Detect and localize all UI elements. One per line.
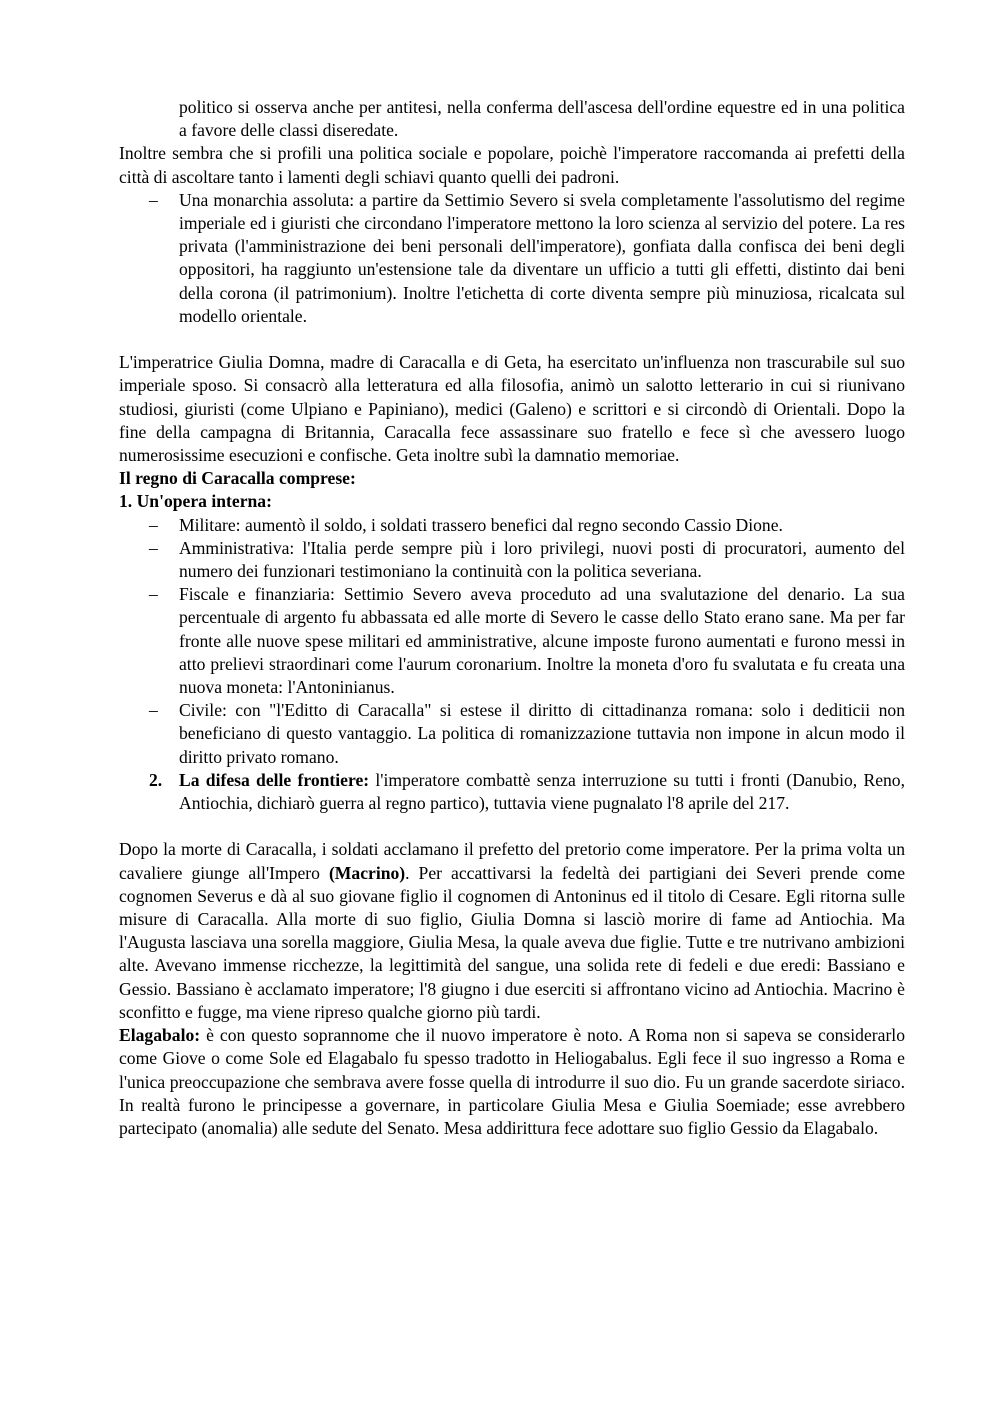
internal-item-fiscal (119, 583, 905, 699)
list-number: 2. (149, 769, 163, 790)
internal-item-text: Civile: con "l'Editto di Caracalla" si estese il diritto di cittadinanza romana: solo i dediticii non beneficiano di questo vantaggio. La politica di romanizzazione tuttavia non impone in alcun modo il diritto privato romano. (179, 700, 905, 767)
macrino-paragraph (119, 838, 905, 1024)
internal-item-text: Militare: aumentò il soldo, i soldati trassero benefici dal regno secondo Cassio Dione. (179, 514, 783, 535)
paragraph-spacer (119, 815, 905, 838)
bullet-dash: – (149, 584, 158, 605)
giulia-domna-paragraph: L'imperatrice Giulia Domna, madre di Caracalla e di Geta, ha esercitato un'influenza non trascurabile sul suo imperiale sposo. Si consacrò alla letteratura ed alla filosofia, animò un salotto letterario in cui si riunivano studiosi, giuristi (come Ulpiano e Papiniano), medici (Galeno) e scrittori e si circondò di Orientali. Dopo la fine della campagna di Britannia, Caracalla fece assassinare suo fratello e fece sì che avessero luogo numerosissime esecuzioni e confische. Geta inoltre subì la damnatio memoriae. (119, 352, 905, 466)
frontiers-body: l'imperatore combattè senza interruzione su tutti i fronti (Danubio, Reno, Antiochia, dichiarò guerra al regno partico), tuttavia viene pugnalato l'8 aprile del 217. (179, 769, 905, 814)
intro-continuation-paragraph: politico si osserva anche per antitesi, nella conferma dell'ascesa dell'ordine equestre ed in una politica a favore delle classi diseredate. (179, 97, 905, 141)
elagabalo-label: Elagabalo: (119, 1025, 201, 1046)
internal-works-heading: 1. Un'opera interna: (119, 491, 272, 512)
social-policy-paragraph: Inoltre sembra che si profili una politica sociale e popolare, poichè l'imperatore raccomanda ai prefetti della città di ascoltare tanto i lamenti degli schiavi quanto quelli dei padroni. (119, 143, 905, 187)
macrino-name: (Macrino) (328, 862, 406, 883)
internal-item-military (119, 514, 905, 537)
document-page (119, 96, 905, 1140)
bullet-dash: – (149, 537, 158, 558)
internal-item-text: Fiscale e finanziaria: Settimio Severo aveva proceduto ad una svalutazione del denario. La sua percentuale di argento fu abbassata ed alle morte di Severo le casse dello Stato erano sane. Ma per far fronte alle nuove spese militari ed amministrative, alcune imposte furono aumentati e furono messi in atto prelievi straordinari come l'aurum coronarium. Inoltre la moneta d'oro fu svalutata e fu creata una nuova moneta: l'Antoninianus. (179, 584, 905, 698)
bullet-dash: – (149, 514, 158, 535)
bullet-dash: – (149, 700, 158, 721)
macrino-text-before: Dopo la morte di Caracalla, i soldati acclamano il prefetto del pretorio come imperatore. Per la prima volta un cavaliere giunge all'Impero (119, 839, 905, 883)
frontiers-numbered-item (119, 769, 905, 815)
monarchy-bullet-text: Una monarchia assoluta: a partire da Settimio Severo si svela completamente l'assolutismo del regime imperiale ed i giuristi che circondano l'imperatore mettono la loro scienza al servizio del potere. La res privata (l'amministrazione dei beni personali dell'imperatore), gonfiata dalla confisca dei beni degli oppositori, ha raggiunto un'estensione tale da diventare un ufficio a tutti gli effetti, distinto dai beni della corona (il patrimonium). Inoltre l'etichetta di corte diventa sempre più minuziosa, ricalcata sul modello orientale. (179, 189, 905, 326)
paragraph-spacer (119, 328, 905, 351)
frontiers-title: La difesa delle frontiere: (179, 769, 370, 790)
bullet-dash: – (149, 189, 158, 210)
caracalla-heading: Il regno di Caracalla comprese: (119, 468, 356, 489)
internal-item-text: Amministrativa: l'Italia perde sempre più i loro privilegi, nuovi posti di procuratori, aumento del numero dei funzionari testimoniano la continuità con la politica severiana. (179, 537, 905, 582)
elagabalo-paragraph (119, 1024, 905, 1140)
elagabalo-text: è con questo soprannome che il nuovo imperatore è noto. A Roma non si sapeva se considerarlo come Giove o come Sole ed Elagabalo fu spesso tradotto in Heliogabalus. Egli fece il suo ingresso a Roma e l'unica preoccupazione che sembrava avere fosse quella di introdurre il suo dio. Fu un grande sacerdote siriaco. In realtà furono le principesse a governare, in particolare Giulia Mesa e Giulia Soemiade; esse avrebbero partecipato (anomalia) alle sedute del Senato. Mesa addirittura fece adottare suo figlio Gessio da Elagabalo. (119, 1025, 905, 1138)
internal-item-administrative (119, 537, 905, 583)
macrino-text-after: . Per accattivarsi la fedeltà dei partigiani dei Severi prende come cognomen Severus e dà al suo giovane figlio il cognomen di Antoninus ed il titolo di Cesare. Egli ritorna sulle misure di Caracalla. Alla morte di suo figlio, Giulia Domna si lasciò morire di fame ad Antiochia. Ma l'Augusta lasciava una sorella maggiore, Giulia Mesa, la quale aveva due figlie. Tutte e tre nutrivano ambizioni alte. Avevano immense ricchezze, la legittimità del sangue, una solida rete di fedeli e due eredi: Bassiano e Gessio. Bassiano è acclamato imperatore; l'8 giugno i due eserciti si affrontano vicino ad Antiochia. Macrino è sconfitto e fugge, ma viene ripreso qualche giorno più tardi. (119, 862, 906, 1022)
frontiers-text (179, 769, 905, 815)
monarchy-bullet-item (119, 189, 905, 328)
internal-item-civil (119, 699, 905, 769)
